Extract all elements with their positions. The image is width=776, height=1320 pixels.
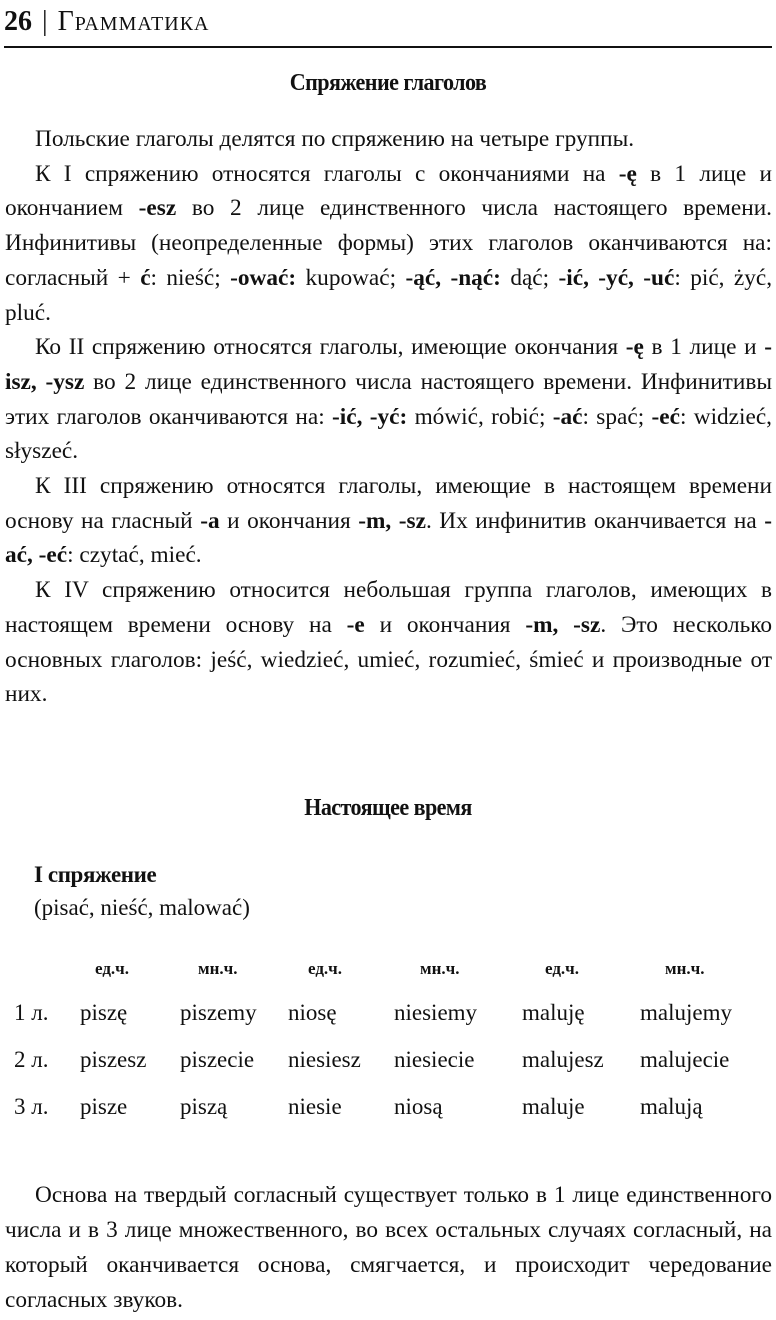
paragraph [5,469,772,573]
person-label: 1 л. [14,1000,49,1025]
verb-form: maluje [522,1094,585,1119]
bold-ending: -m, -sz [525,611,601,638]
bold-ending: -ać, -eć [5,507,772,569]
paragraph: Основа на твердый согласный существует только в 1 лице единственного числа и в 3 лице множественного, во всех остальных случаях согласный, на который оканчивается основа, смягчается, и происходит чередование согласных звуков. [5,1182,772,1313]
bold-ending: -ować: [230,264,297,291]
bold-ending: -isz, -ysz [5,334,772,395]
bold-ending: -ąć, -nąć: [405,264,501,291]
text-run: Польские глаголы делятся по спряжению на четыре группы. [35,126,635,152]
text-run: : pić, żyć, pluć. [5,264,773,326]
text-run: К I спряжению относятся глаголы с окончаниями на [35,160,619,187]
text-run: : czytać, mieć. [67,542,202,569]
verb-form: piszecie [180,1047,255,1072]
verb-form: maluję [522,1000,585,1025]
text-run: во 2 лице единственного числа настоящего времени. Инфинитивы этих глаголов оканчиваются на: [5,368,772,430]
bold-ending: -ać [552,403,583,430]
verb-form: piszemy [180,1000,257,1025]
text-run: dąć; [500,264,559,291]
column-header: мн.ч. [420,959,460,978]
person-label: 2 л. [14,1047,49,1072]
section-title: Спряжение глаголов [289,70,487,96]
verb-form: pisze [80,1094,128,1119]
text-run: . Их инфинитив оканчивается на [425,507,765,534]
bold-ending: -ę [618,160,637,187]
text-run: К III спряжению относятся глаголы, имеющие в настоящем времени основу на гласный [5,473,772,534]
conjugation-examples: (pisać, nieść, malować) [34,895,250,920]
verb-form: piszę [80,1000,128,1025]
column-header: мн.ч. [198,959,238,978]
bold-ending: -eć [651,403,680,430]
verb-form: piszą [180,1094,228,1119]
text-run: Ко II спряжению относятся глаголы, имеющие окончания [35,334,626,361]
bold-ending: -e [346,611,365,638]
bold-ending: -esz [138,195,177,222]
verb-form: piszesz [80,1047,147,1072]
column-header: ед.ч. [545,959,580,978]
text-run: mówić, robić; [407,403,553,430]
column-header: ед.ч. [95,959,130,978]
text-run: : nieść; [150,264,231,291]
verb-form: malują [640,1094,703,1119]
conjugation-heading: I спряжение [34,862,157,887]
verb-form: niesiesz [288,1047,361,1072]
separator: | [42,6,48,37]
text-run: : widzieć, słyszeć. [5,403,773,465]
running-head [4,2,210,42]
subsection-title: Настоящее время [304,795,472,821]
final-text [5,1178,772,1318]
text-run: К IV спряжению относится небольшая группа глаголов, имеющих в настоящем времени основу на [5,577,772,638]
column-header: мн.ч. [665,959,705,978]
paragraph [5,157,772,331]
verb-form: niesiecie [394,1047,475,1072]
verb-form: malujecie [640,1047,730,1072]
verb-form: niosę [288,1000,337,1025]
text-run: и окончания [219,507,359,534]
column-header: ед.ч. [308,959,343,978]
text-run: в 1 лице и окончанием [5,160,772,222]
text-run: и окончания [364,611,526,638]
verb-form: malujesz [522,1047,604,1072]
text-run: : spać; [582,403,652,430]
bold-ending: -ić, -yć, -uć [558,264,675,291]
section-name: Грамматика [57,6,210,37]
text-run: kupować; [296,264,406,291]
bold-ending: -m, -sz [358,507,426,534]
page-number: 26 [4,6,32,37]
text-run: во 2 лице единственного числа настоящего времени. Инфинитивы (неопределенные формы) этих глаголов оканчиваются на: согласный + [5,195,772,291]
verb-form: niesie [288,1094,342,1119]
bold-ending: -ę [625,334,644,361]
person-label: 3 л. [14,1094,49,1119]
paragraph [5,122,772,157]
verb-form: niosą [394,1094,443,1119]
body-text [5,122,772,712]
verb-form: niesiemy [394,1000,478,1025]
paragraph [5,330,772,469]
verb-form: malujemy [640,1000,732,1025]
text-run: . Это несколько основных глаголов: jeść, wiedzieć, umieć, rozumieć, śmieć и производные от них. [5,611,772,708]
bold-ending: ć [140,264,151,291]
bold-ending: -a [200,507,220,534]
paragraph [5,573,772,712]
header-rule [4,46,772,48]
text-run: в 1 лице и [643,334,765,361]
bold-ending: -ić, -yć: [332,403,408,430]
